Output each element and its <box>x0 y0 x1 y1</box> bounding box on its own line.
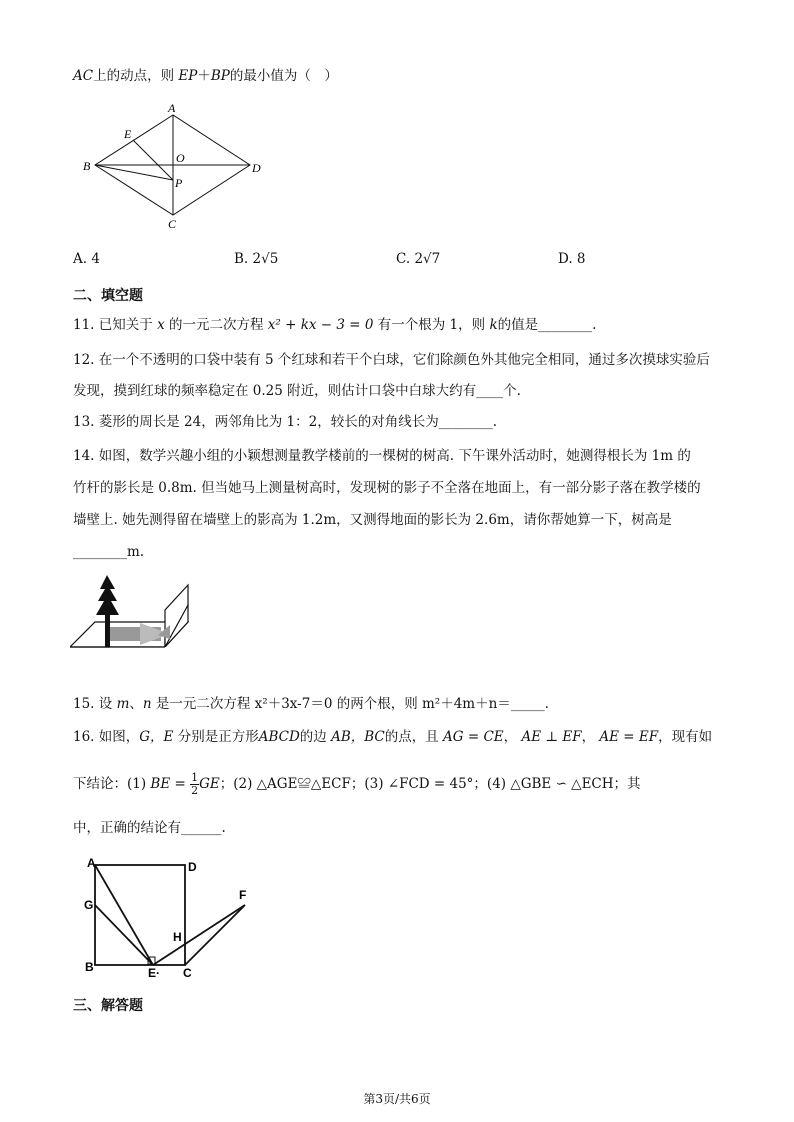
q16-ae-perp-ef: AE ⊥ EF <box>521 729 582 745</box>
q11-c: 的一元二次方程 <box>168 317 264 333</box>
q12-line1: 12. 在一个不透明的口袋中装有 5 个红球和若干个白球，它们除颜色外其他完全相同，通过多次摸球实验后 <box>73 352 710 368</box>
q16-ae-eq-ef: AE = EF <box>599 729 659 745</box>
q14-line4: ________m. <box>73 544 145 560</box>
q10-plus: ＋ <box>197 68 211 84</box>
q15-c: 的两个根，则 <box>336 696 418 712</box>
square-abcd <box>95 865 185 965</box>
q15-expression: m²＋4m＋n＝ <box>422 696 511 712</box>
label-a2: A <box>87 856 96 870</box>
q16-c1a: BE = <box>150 776 186 792</box>
q16-e: 的边 <box>299 729 327 745</box>
q15 <box>73 694 549 714</box>
q10-ac: AC <box>73 68 94 84</box>
q16-line3: 中，正确的结论有______. <box>73 820 226 836</box>
label-d: D <box>252 161 261 175</box>
q13-line1: 13. 菱形的周长是 24，两邻角比为 1：2，较长的对角线长为________. <box>73 414 497 430</box>
option-a: A. 4 <box>73 251 100 267</box>
q10-ep: EP <box>178 68 198 84</box>
label-e2: E· <box>148 966 160 980</box>
q15-equation: x²＋3x-7＝0 <box>254 696 333 712</box>
label-c: C <box>168 217 177 231</box>
option-c-value: 2√7 <box>414 251 441 267</box>
q11-equation: x² + kx − 3 = 0 <box>267 317 374 333</box>
q11-x: x <box>157 317 165 333</box>
q16-c: 分别是正方形 <box>177 729 259 745</box>
rhombus-figure <box>80 100 270 235</box>
q16-ab-bc: AB，BC <box>331 729 385 745</box>
q15-a: 15. 设 <box>73 696 113 712</box>
label-g: G <box>84 898 94 912</box>
square-figure <box>75 855 255 980</box>
q15-m: m <box>116 696 130 712</box>
q16-g: 的点，且 <box>384 729 439 745</box>
q11-f: 的值是________. <box>497 317 597 333</box>
label-b: B <box>83 159 91 173</box>
option-d: D. 8 <box>558 251 586 267</box>
tree-shadow-figure <box>70 575 195 670</box>
segment-ef <box>153 905 245 965</box>
section-3-title: 三、解答题 <box>73 998 143 1014</box>
q10-text-b: 上的动点，则 <box>93 68 175 84</box>
q16-c2: ；(2) △AGE≌△ECF；(3) ∠FCD = 45°；(4) △GBE ∽ △ECH；其 <box>219 776 641 792</box>
q14-line2: 竹杆的影长是 0.8m. 但当她马上测量树高时，发现树的影子不全落在地面上，有一部分影子落在教学楼的 <box>73 480 701 496</box>
fraction-num: 1 <box>191 771 199 784</box>
q14-line1: 14. 如图，数学兴趣小组的小颖想测量教学楼前的一棵树的树高. 下午课外活动时，她测得根长为 1m 的 <box>73 448 691 464</box>
label-b2: B <box>85 960 94 974</box>
label-e: E <box>124 127 132 141</box>
q16-k: ， <box>581 729 596 745</box>
segment-ep <box>133 140 173 180</box>
q16-c1b: GE <box>199 776 220 792</box>
label-a: A <box>168 101 176 115</box>
q11 <box>73 315 596 335</box>
fraction-half <box>190 772 199 797</box>
option-b <box>234 251 278 267</box>
label-p: P <box>175 176 183 190</box>
option-b-value: 2√5 <box>252 251 279 267</box>
q10-tail <box>73 66 338 86</box>
label-o: O <box>176 151 185 165</box>
label-h: H <box>173 930 182 944</box>
q11-k: k <box>489 317 498 333</box>
q16-line2 <box>73 772 641 797</box>
q11-a: 11. 已知关于 <box>73 317 153 333</box>
q11-d: 有一个根为 1，则 <box>377 317 486 333</box>
q10-bp: BP <box>210 68 230 84</box>
section-2-title: 二、填空题 <box>73 288 143 304</box>
q15-blank: _____. <box>510 696 549 712</box>
q15-sep: 、 <box>129 696 143 712</box>
page-footer: 第3页/共6页 <box>363 1092 431 1106</box>
q15-n: n <box>142 696 152 712</box>
q16-m: ，现有如 <box>658 729 713 745</box>
q16-ag-ce: AG = CE <box>443 729 504 745</box>
label-d2: D <box>188 860 197 874</box>
segment-cf <box>185 905 245 965</box>
q15-b: 是一元二次方程 <box>155 696 251 712</box>
q10-text-f: 的最小值为（ ） <box>229 68 338 84</box>
q14-line3: 墙壁上. 她先测得留在墙壁上的影高为 1.2m，又测得地面的影长为 2.6m，请你帮她算一下，树高是 <box>73 512 672 528</box>
q16-conclusion-prefix: 下结论：(1) <box>73 776 147 792</box>
q16-i: ， <box>503 729 518 745</box>
option-c-prefix: C. <box>396 251 411 267</box>
q12-line2: 发现，摸到红球的频率稳定在 0.25 附近，则估计口袋中白球大约有____个. <box>73 383 521 399</box>
q16-ge: G，E <box>139 729 174 745</box>
label-c2: C <box>183 966 192 980</box>
label-f: F <box>239 888 247 902</box>
option-b-prefix: B. <box>234 251 249 267</box>
fraction-den: 2 <box>191 784 199 797</box>
q16-a: 16. 如图， <box>73 729 140 745</box>
q16-line1 <box>73 727 712 747</box>
option-c <box>396 251 440 267</box>
q16-abcd: ABCD <box>258 729 300 745</box>
